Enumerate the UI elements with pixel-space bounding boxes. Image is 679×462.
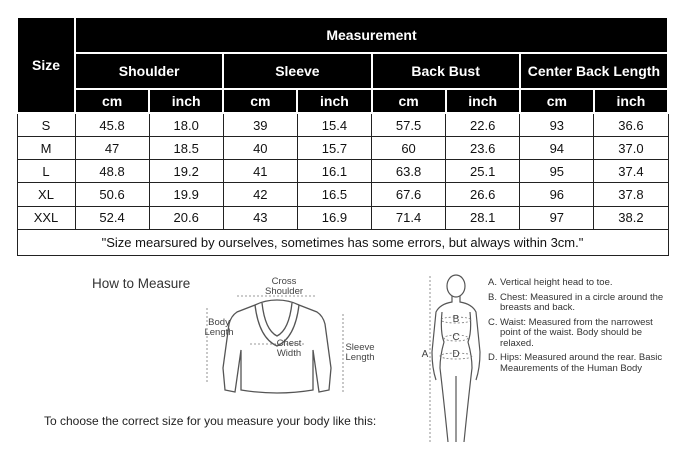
measurement-cell: 37.8 [594,183,668,206]
measurement-cell: 19.2 [149,160,223,183]
measurement-cell: 15.4 [297,113,371,137]
guide-item-text: Hips: Measured around the rear. Basic Meaurements of the Human Body [500,352,663,374]
measurement-cell: 15.7 [297,137,371,160]
measurement-cell: 95 [520,160,594,183]
unit-header: inch [594,89,668,113]
measurement-cell: 63.8 [372,160,446,183]
measurement-cell: 18.0 [149,113,223,137]
measurement-cell: 93 [520,113,594,137]
size-header: Size [17,17,75,113]
size-cell: XXL [17,206,75,229]
table-note: "Size mearsured by ourselves, sometimes has some errors, but always within 3cm." [17,229,668,255]
table-row [17,137,668,160]
guide-item-key: D. [488,352,498,363]
guide-item-text: Vertical height head to toe. [500,277,613,288]
guide-list-item [488,293,673,314]
unit-header: cm [520,89,594,113]
unit-header: inch [297,89,371,113]
unit-header: inch [446,89,520,113]
measurement-cell: 50.6 [75,183,149,206]
cross-shoulder-label: Cross Shoulder [264,276,304,297]
measurement-cell: 37.4 [594,160,668,183]
body-letter-d: D [452,349,460,360]
measurement-cell: 19.9 [149,183,223,206]
measurement-cell: 18.5 [149,137,223,160]
measurement-cell: 23.6 [446,137,520,160]
measurement-cell: 94 [520,137,594,160]
body-letter-c: C [452,332,460,343]
measurement-cell: 67.6 [372,183,446,206]
size-cell: M [17,137,75,160]
body-letter-a: A [421,349,429,360]
measurement-cell: 36.6 [594,113,668,137]
measurement-cell: 52.4 [75,206,149,229]
size-chart-table [16,16,669,256]
measurement-cell: 71.4 [372,206,446,229]
measurement-cell: 43 [223,206,297,229]
measurement-cell: 39 [223,113,297,137]
body-letter-b: B [452,314,460,325]
measurement-cell: 45.8 [75,113,149,137]
body-length-label: Body Length [204,317,234,338]
measurement-cell: 22.6 [446,113,520,137]
measurement-guide-list [488,278,673,378]
measurement-cell: 38.2 [594,206,668,229]
table-row [17,206,668,229]
measurement-cell: 48.8 [75,160,149,183]
measurement-cell: 97 [520,206,594,229]
guide-item-text: Chest: Measured in a circle around the breasts and back. [500,291,664,313]
measurement-cell: 42 [223,183,297,206]
group-header: Back Bust [372,53,520,89]
guide-item-text: Waist: Measured from the narrowest point of the waist. Body should be relaxed. [500,316,653,349]
chest-width-label: Chest Width [276,338,302,359]
measurement-cell: 41 [223,160,297,183]
body-figure-diagram [410,272,488,452]
guide-item-key: A. [488,277,497,288]
measurement-cell: 57.5 [372,113,446,137]
size-cell: XL [17,183,75,206]
size-cell: L [17,160,75,183]
size-cell: S [17,113,75,137]
guide-item-key: C. [488,316,498,328]
unit-header: cm [372,89,446,113]
unit-header: inch [149,89,223,113]
measurement-cell: 28.1 [446,206,520,229]
group-header: Shoulder [75,53,223,89]
measurement-cell: 20.6 [149,206,223,229]
guide-list-item [488,318,673,350]
how-to-measure-title: How to Measure [92,276,191,291]
unit-header: cm [75,89,149,113]
measurement-cell: 60 [372,137,446,160]
guide-list-item [488,353,673,374]
table-row [17,183,668,206]
measurement-cell: 96 [520,183,594,206]
measurement-cell: 16.1 [297,160,371,183]
measuring-instruction: To choose the correct size for you measure your body like this: [44,414,377,428]
guide-list-item [488,278,673,289]
measurement-cell: 26.6 [446,183,520,206]
measurement-cell: 37.0 [594,137,668,160]
table-row [17,160,668,183]
measurement-cell: 25.1 [446,160,520,183]
measurement-cell: 47 [75,137,149,160]
measurement-cell: 16.5 [297,183,371,206]
unit-header: cm [223,89,297,113]
group-header: Sleeve [223,53,371,89]
guide-item-key: B. [488,291,497,303]
measurement-cell: 16.9 [297,206,371,229]
measurement-header: Measurement [75,17,668,53]
group-header: Center Back Length [520,53,668,89]
sleeve-length-label: Sleeve Length [345,342,375,363]
table-row [17,113,668,137]
measurement-cell: 40 [223,137,297,160]
